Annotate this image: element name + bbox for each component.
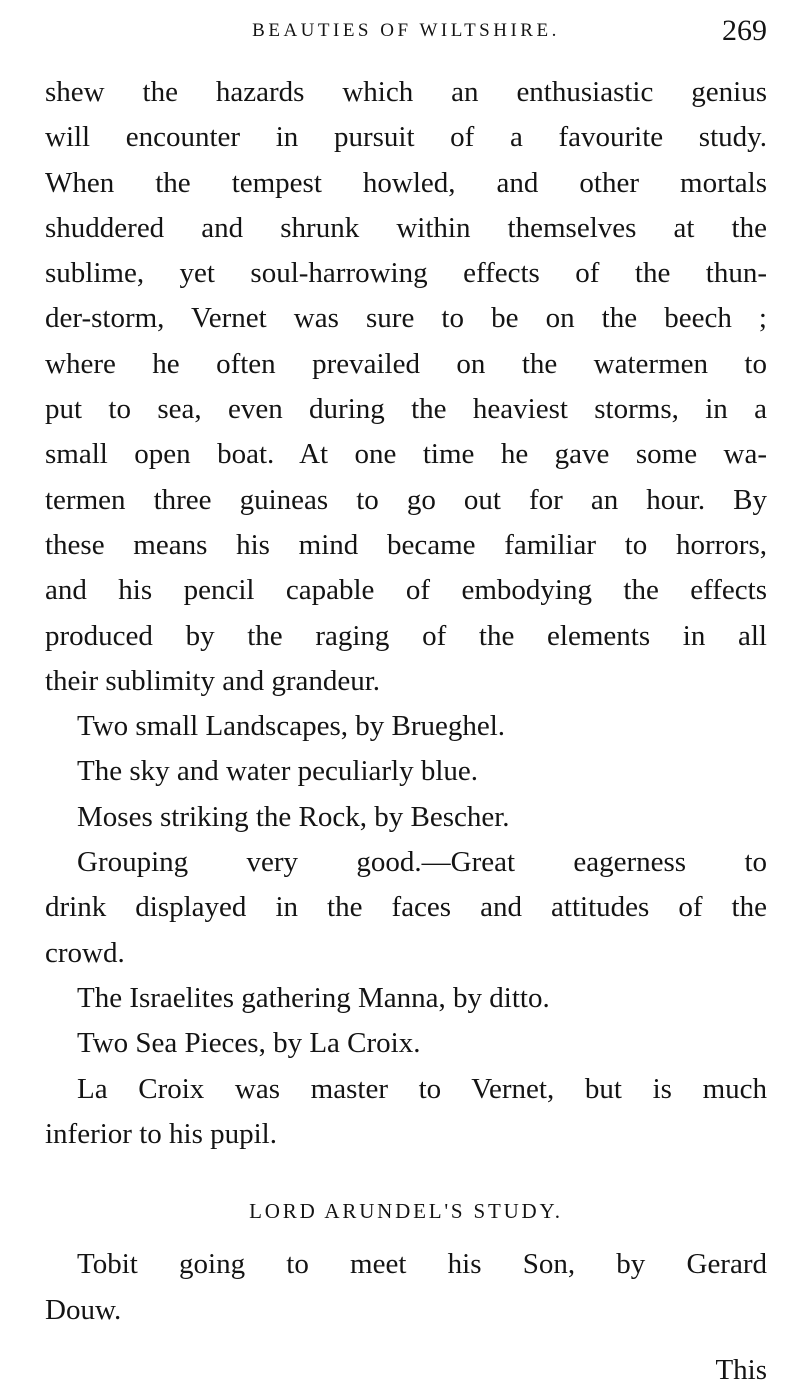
page-number: 269 (722, 14, 767, 47)
section-entries (45, 1242, 767, 1333)
section-heading: LORD ARUNDEL'S STUDY. (249, 1199, 563, 1224)
catalogue-entry-tobit: Douw. (45, 1293, 122, 1326)
text-line: When the tempest howled, and other mortals (45, 166, 767, 199)
catalogue-entry-bescher: Moses striking the Rock, by Bescher. (77, 800, 510, 833)
catalogue-note-brueghel: The sky and water peculiarly blue. (77, 755, 479, 788)
text-line: their sublimity and grandeur. (45, 664, 381, 697)
catalogue-entries (45, 704, 767, 1157)
body-text (45, 70, 767, 1393)
catalogue-note-la-croix: La Croix was master to Vernet, but is much (77, 1072, 767, 1105)
text-line: will encounter in pursuit of a favourite study. (45, 121, 767, 154)
text-line: and his pencil capable of embodying the effects (45, 574, 767, 607)
text-line: der-storm, Vernet was sure to be on the beech ; (45, 302, 767, 335)
text-line: shew the hazards which an enthusiastic genius (45, 76, 767, 108)
paragraph-vernet (45, 70, 767, 704)
catalogue-note-bescher: Grouping very good.—Great eagerness to (77, 846, 767, 879)
text-line: small open boat. At one time he gave some wa- (45, 438, 767, 471)
catchword: This (715, 1354, 767, 1387)
running-title: BEAUTIES OF WILTSHIRE. (252, 20, 560, 41)
text-line: shuddered and shrunk within themselves at the (45, 211, 767, 244)
catalogue-entry-tobit: Tobit going to meet his Son, by Gerard (77, 1248, 767, 1281)
catalogue-entry-brueghel: Two small Landscapes, by Brueghel. (77, 710, 506, 743)
text-line: sublime, yet soul-harrowing effects of the thun- (45, 257, 767, 290)
text-line: put to sea, even during the heaviest storms, in a (45, 393, 767, 426)
text-line: produced by the raging of the elements in all (45, 619, 767, 652)
catalogue-entry-manna: The Israelites gathering Manna, by ditto. (77, 981, 550, 1014)
catalogue-note-bescher: drink displayed in the faces and attitudes of the (45, 891, 767, 924)
catalogue-note-bescher: crowd. (45, 936, 125, 969)
catalogue-entry-la-croix: Two Sea Pieces, by La Croix. (77, 1027, 421, 1060)
catalogue-note-la-croix: inferior to his pupil. (45, 1117, 277, 1150)
text-line: termen three guineas to go out for an hour. By (45, 483, 767, 516)
text-line: where he often prevailed on the watermen to (45, 347, 767, 380)
text-line: these means his mind became familiar to horrors, (45, 528, 767, 561)
running-head (45, 14, 767, 48)
